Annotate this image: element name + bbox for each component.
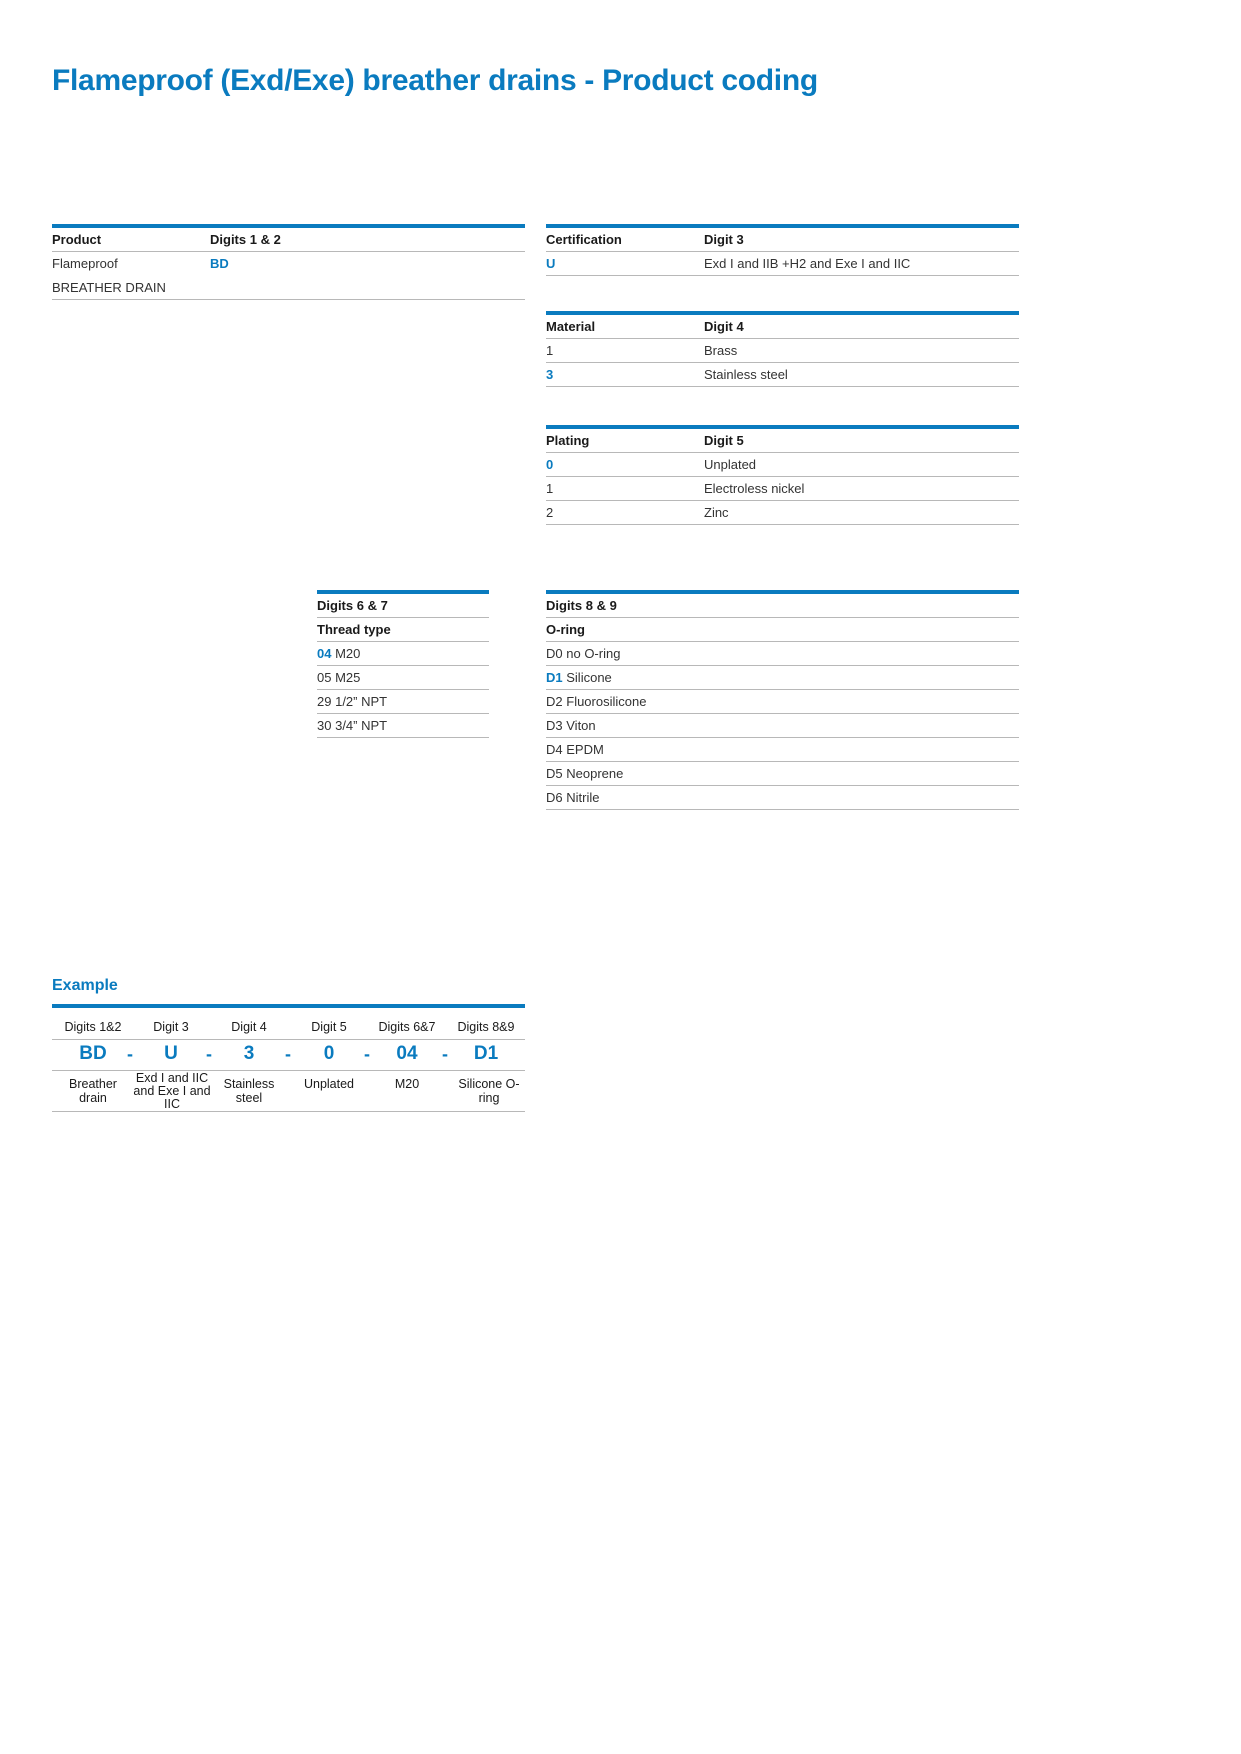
product-table <box>52 224 525 300</box>
thread-code: 30 <box>317 718 332 733</box>
table-row <box>52 276 525 300</box>
plating-table <box>546 425 1019 525</box>
column-header-product: Product <box>52 232 102 247</box>
table-subheader-row <box>317 618 489 642</box>
page-title: Flameproof (Exd/Exe) breather drains - Product coding <box>52 64 818 98</box>
product-code: BD <box>210 256 229 271</box>
column-header-digits: Digits 8 & 9 <box>546 598 617 613</box>
material-table <box>546 311 1019 387</box>
table-row <box>317 666 489 690</box>
table-row <box>546 690 1019 714</box>
table-row <box>317 690 489 714</box>
example-desc: M20 <box>394 1077 420 1091</box>
column-header-material: Material <box>546 319 596 334</box>
example-heading: Example <box>52 977 118 994</box>
o-ring-desc: Fluorosilicone <box>566 694 647 709</box>
certification-table <box>546 224 1019 276</box>
example-header: Digits 6&7 <box>378 1020 436 1034</box>
thread-desc: 3/4” NPT <box>335 718 388 733</box>
plating-desc: Unplated <box>704 457 757 472</box>
o-ring-desc: no O-ring <box>566 646 621 661</box>
example-desc: Stainless steel <box>223 1077 275 1105</box>
table-header-row <box>546 228 1019 252</box>
o-ring-code: D0 <box>546 646 563 661</box>
column-header-digit: Digit 4 <box>704 319 744 334</box>
column-header-digits: Digits 1 & 2 <box>210 232 281 247</box>
example-header: Digit 4 <box>231 1020 267 1034</box>
table-row <box>52 252 525 276</box>
example-separator: - <box>285 1044 291 1064</box>
table-row <box>546 738 1019 762</box>
example-header: Digits 1&2 <box>64 1020 122 1034</box>
table-header-row <box>546 315 1019 339</box>
material-desc: Stainless steel <box>704 367 788 382</box>
example-desc: Silicone O-ring <box>458 1077 520 1105</box>
example-separator: - <box>442 1044 448 1064</box>
table-header-row <box>52 228 525 252</box>
column-header-certification: Certification <box>546 232 622 247</box>
o-ring-desc: Silicone <box>566 670 612 685</box>
example-code: 3 <box>243 1043 255 1064</box>
column-subheader-thread-type: Thread type <box>317 622 391 637</box>
table-row <box>546 453 1019 477</box>
table-row <box>546 762 1019 786</box>
example-code: 04 <box>396 1043 418 1064</box>
certification-code: U <box>546 256 556 271</box>
column-subheader-o-ring: O-ring <box>546 622 585 637</box>
plating-code: 1 <box>546 481 554 496</box>
o-ring-desc: Viton <box>566 718 596 733</box>
table-row <box>317 714 489 738</box>
example-header-row <box>52 1008 525 1040</box>
plating-desc: Electroless nickel <box>704 481 805 496</box>
example-code: 0 <box>323 1043 335 1064</box>
example-description-row <box>52 1071 525 1112</box>
thread-type-table <box>317 590 489 738</box>
column-header-plating: Plating <box>546 433 590 448</box>
table-row <box>546 666 1019 690</box>
thread-code: 05 <box>317 670 332 685</box>
o-ring-table <box>546 590 1019 810</box>
o-ring-code: D2 <box>546 694 563 709</box>
table-subheader-row <box>546 618 1019 642</box>
o-ring-code: D5 <box>546 766 563 781</box>
product-label: Flameproof <box>52 256 118 271</box>
column-header-digit: Digit 5 <box>704 433 744 448</box>
example-header: Digit 3 <box>153 1020 189 1034</box>
example-code: U <box>164 1043 178 1064</box>
o-ring-code: D4 <box>546 742 563 757</box>
material-desc: Brass <box>704 343 738 358</box>
example-header: Digits 8&9 <box>457 1020 515 1034</box>
thread-desc: M20 <box>335 646 361 661</box>
o-ring-desc: Nitrile <box>566 790 600 805</box>
product-label: BREATHER DRAIN <box>52 280 166 295</box>
plating-code: 0 <box>546 457 554 472</box>
table-row <box>546 501 1019 525</box>
column-header-digits: Digits 6 & 7 <box>317 598 388 613</box>
table-header-row <box>546 429 1019 453</box>
example-code: D1 <box>473 1043 499 1064</box>
table-row <box>546 363 1019 387</box>
o-ring-code: D1 <box>546 670 563 685</box>
table-header-row <box>546 594 1019 618</box>
plating-code: 2 <box>546 505 554 520</box>
plating-desc: Zinc <box>704 505 729 520</box>
thread-code: 29 <box>317 694 332 709</box>
example-code-row <box>52 1040 525 1071</box>
table-row <box>546 477 1019 501</box>
example-table <box>52 1004 525 1112</box>
thread-desc: 1/2” NPT <box>335 694 388 709</box>
example-separator: - <box>127 1044 133 1064</box>
example-desc: Exd I and IIC and Exe I and IIC <box>133 1071 211 1111</box>
table-row <box>317 642 489 666</box>
o-ring-code: D3 <box>546 718 563 733</box>
table-row <box>546 714 1019 738</box>
table-row <box>546 786 1019 810</box>
certification-desc: Exd I and IIB +H2 and Exe I and IIC <box>704 256 911 271</box>
o-ring-desc: EPDM <box>566 742 604 757</box>
material-code: 3 <box>546 367 554 382</box>
example-separator: - <box>206 1044 212 1064</box>
table-row <box>546 642 1019 666</box>
example-header: Digit 5 <box>311 1020 347 1034</box>
example-separator: - <box>364 1044 370 1064</box>
column-header-digit: Digit 3 <box>704 232 744 247</box>
table-row <box>546 339 1019 363</box>
example-code: BD <box>79 1043 107 1064</box>
thread-code: 04 <box>317 646 332 661</box>
material-code: 1 <box>546 343 554 358</box>
o-ring-code: D6 <box>546 790 563 805</box>
o-ring-desc: Neoprene <box>566 766 624 781</box>
example-desc: Unplated <box>303 1077 355 1091</box>
thread-desc: M25 <box>335 670 361 685</box>
table-row <box>546 252 1019 276</box>
table-header-row <box>317 594 489 618</box>
example-desc: Breather drain <box>69 1077 117 1105</box>
